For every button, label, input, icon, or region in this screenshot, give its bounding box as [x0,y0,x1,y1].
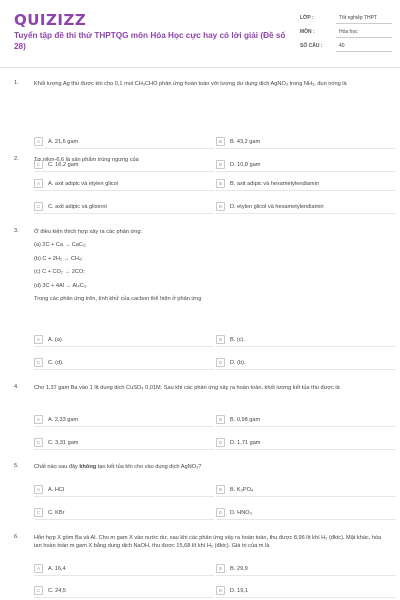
option-letter: C [34,508,43,517]
option-letter: B [216,564,225,573]
option-text: D. 1,71 gam [230,439,261,446]
reaction-d: (d) 3C + 4Al → Al₄C₃. [34,282,88,289]
question-text-emphasis: không [79,464,97,470]
option-3a[interactable] [34,333,214,347]
option-letter: A [34,485,43,494]
option-letter: C [34,202,43,211]
option-text: C. axit adipic và glixerol [48,203,107,210]
option-letter: B [216,335,225,344]
question-line: Ở điều kiện thích hợp xảy ra các phản ứng: [34,229,142,235]
option-6b[interactable] [216,562,396,576]
option-1b[interactable] [216,135,396,149]
option-text: A. 16,4 [48,565,66,572]
question-number: 5. [14,463,19,469]
option-letter: A [34,564,43,573]
option-5c[interactable] [34,506,214,520]
option-text: A. 21,6 gam [48,138,79,145]
option-4a[interactable] [34,413,214,427]
option-text: D. (b). [230,359,246,366]
option-4b[interactable] [216,413,396,427]
meta-row-count [300,40,392,52]
meta-label-subject: MÔN : [300,29,315,35]
option-3b[interactable] [216,333,396,347]
option-letter: C [34,586,43,595]
option-6c[interactable] [34,584,214,598]
option-text: B. K₃PO₄ [230,486,254,493]
option-6d[interactable] [216,584,396,598]
option-letter: A [34,179,43,188]
option-2b[interactable] [216,177,396,191]
option-letter: D [216,438,225,447]
option-2a[interactable] [34,177,214,191]
option-letter: A [34,415,43,424]
option-letter: C [34,160,43,169]
option-3c[interactable] [34,356,214,370]
quizizz-logo: QUIZIZZ [14,11,87,29]
question-text: Khối lượng Ag thu được khi cho 0,1 mol CH₃CHO phản ứng hoàn toàn với lượng dư dung dịch AgNO₃ trong NH₃, đun nóng là [34,81,347,87]
option-text: C. (d). [48,359,64,366]
question-text: Tơ nilon-6,6 là sản phẩm trùng ngưng của [34,157,139,163]
option-text: A. 2,33 gam [48,416,79,423]
worksheet-title: Tuyển tập đề thi thử THPTQG môn Hóa Học cực hay có lời giải (Đề số 28) [14,31,286,51]
worksheet-meta [300,12,392,54]
meta-value-subject: Hóa học [336,27,392,38]
option-letter: D [216,160,225,169]
option-text: C. KBr [48,509,65,516]
option-text: D. HNO₃ [230,509,252,516]
option-5a[interactable] [34,483,214,497]
question-text [34,228,390,303]
option-6a[interactable] [34,562,214,576]
option-2c[interactable] [34,200,214,214]
question-number: 1. [14,80,19,86]
option-letter: D [216,508,225,517]
option-letter: C [34,438,43,447]
option-text: A. HCl [48,486,65,493]
option-4c[interactable] [34,436,214,450]
option-letter: A [34,137,43,146]
option-letter: B [216,415,225,424]
option-text: B. 29,9 [230,565,248,572]
option-text: C. 3,31 gam [48,439,79,446]
option-5b[interactable] [216,483,396,497]
question-text: Cho 1,37 gam Ba vào 1 lít dung dịch CuSO₄ 0,01M. Sau khi các phản ứng xảy ra hoàn toàn, khối lượng kết tủa thu được là [34,385,340,391]
option-letter: D [216,586,225,595]
reaction-b: (b) C + 2H₂ → CH₄; [34,255,83,262]
option-1a[interactable] [34,135,214,149]
question-number: 4. [14,384,19,390]
option-letter: D [216,202,225,211]
option-text: A. axit adipic và etylen glicol [48,180,118,187]
option-letter: B [216,179,225,188]
option-text: B. 43,2 gam [230,138,261,145]
option-text: C. 16,2 gam [48,161,79,168]
meta-row-class [300,12,392,24]
question-text [34,463,390,471]
option-letter: B [216,137,225,146]
option-text: A. (a). [48,336,64,343]
option-text: D. etylen glicol và hexametylendiamin [230,203,324,210]
option-5d[interactable] [216,506,396,520]
meta-row-subject [300,26,392,38]
option-2d[interactable] [216,200,396,214]
question-number: 3. [14,228,19,234]
question-text-part: Chất nào sau đây [34,464,80,470]
question-number: 6. [14,534,19,540]
reaction-c: (c) C + CO₂ → 2CO; [34,269,85,276]
question-text-part: tạo kết tủa khi cho vào dung dịch AgNO₃? [96,464,202,470]
meta-value-class: Tốt nghiệp THPT [336,13,392,24]
question-line: Trong các phản ứng trên, tính khử của cacbon thể hiện ở phản ứng [34,295,202,302]
option-text: B. 0,98 gam [230,416,261,423]
option-letter: C [34,358,43,367]
option-text: B. (c). [230,336,245,343]
option-letter: B [216,485,225,494]
option-text: D. 10,8 gam [230,161,261,168]
option-3d[interactable] [216,356,396,370]
meta-value-count: 40 [336,41,392,52]
option-letter: A [34,335,43,344]
option-text: C. 24,5 [48,587,67,594]
option-text: D. 19,1 [230,587,249,594]
option-4d[interactable] [216,436,396,450]
meta-label-class: LỚP : [300,15,314,21]
option-text: B. axit adipic và hexametylendiamin [230,180,319,187]
reaction-a: (a) 2C + Ca → CaC₂; [34,242,87,249]
worksheet-header [0,0,400,68]
option-letter: D [216,358,225,367]
question-text: Hỗn hợp X gồm Ba và Al. Cho m gam X vào nước dư, sau khi các phản ứng xảy ra hoàn toàn, thu được 8,96 lít khí H₂ (đktc). Mặt khác, hòa tan hoàn toàn m gam X bằng dung dịch NaOH, thu được 15,68 lít khí H₂ (đktc). Giá trị của m là [34,535,382,550]
question-number: 2. [14,156,19,162]
meta-label-count: SỐ CÂU : [300,43,323,49]
